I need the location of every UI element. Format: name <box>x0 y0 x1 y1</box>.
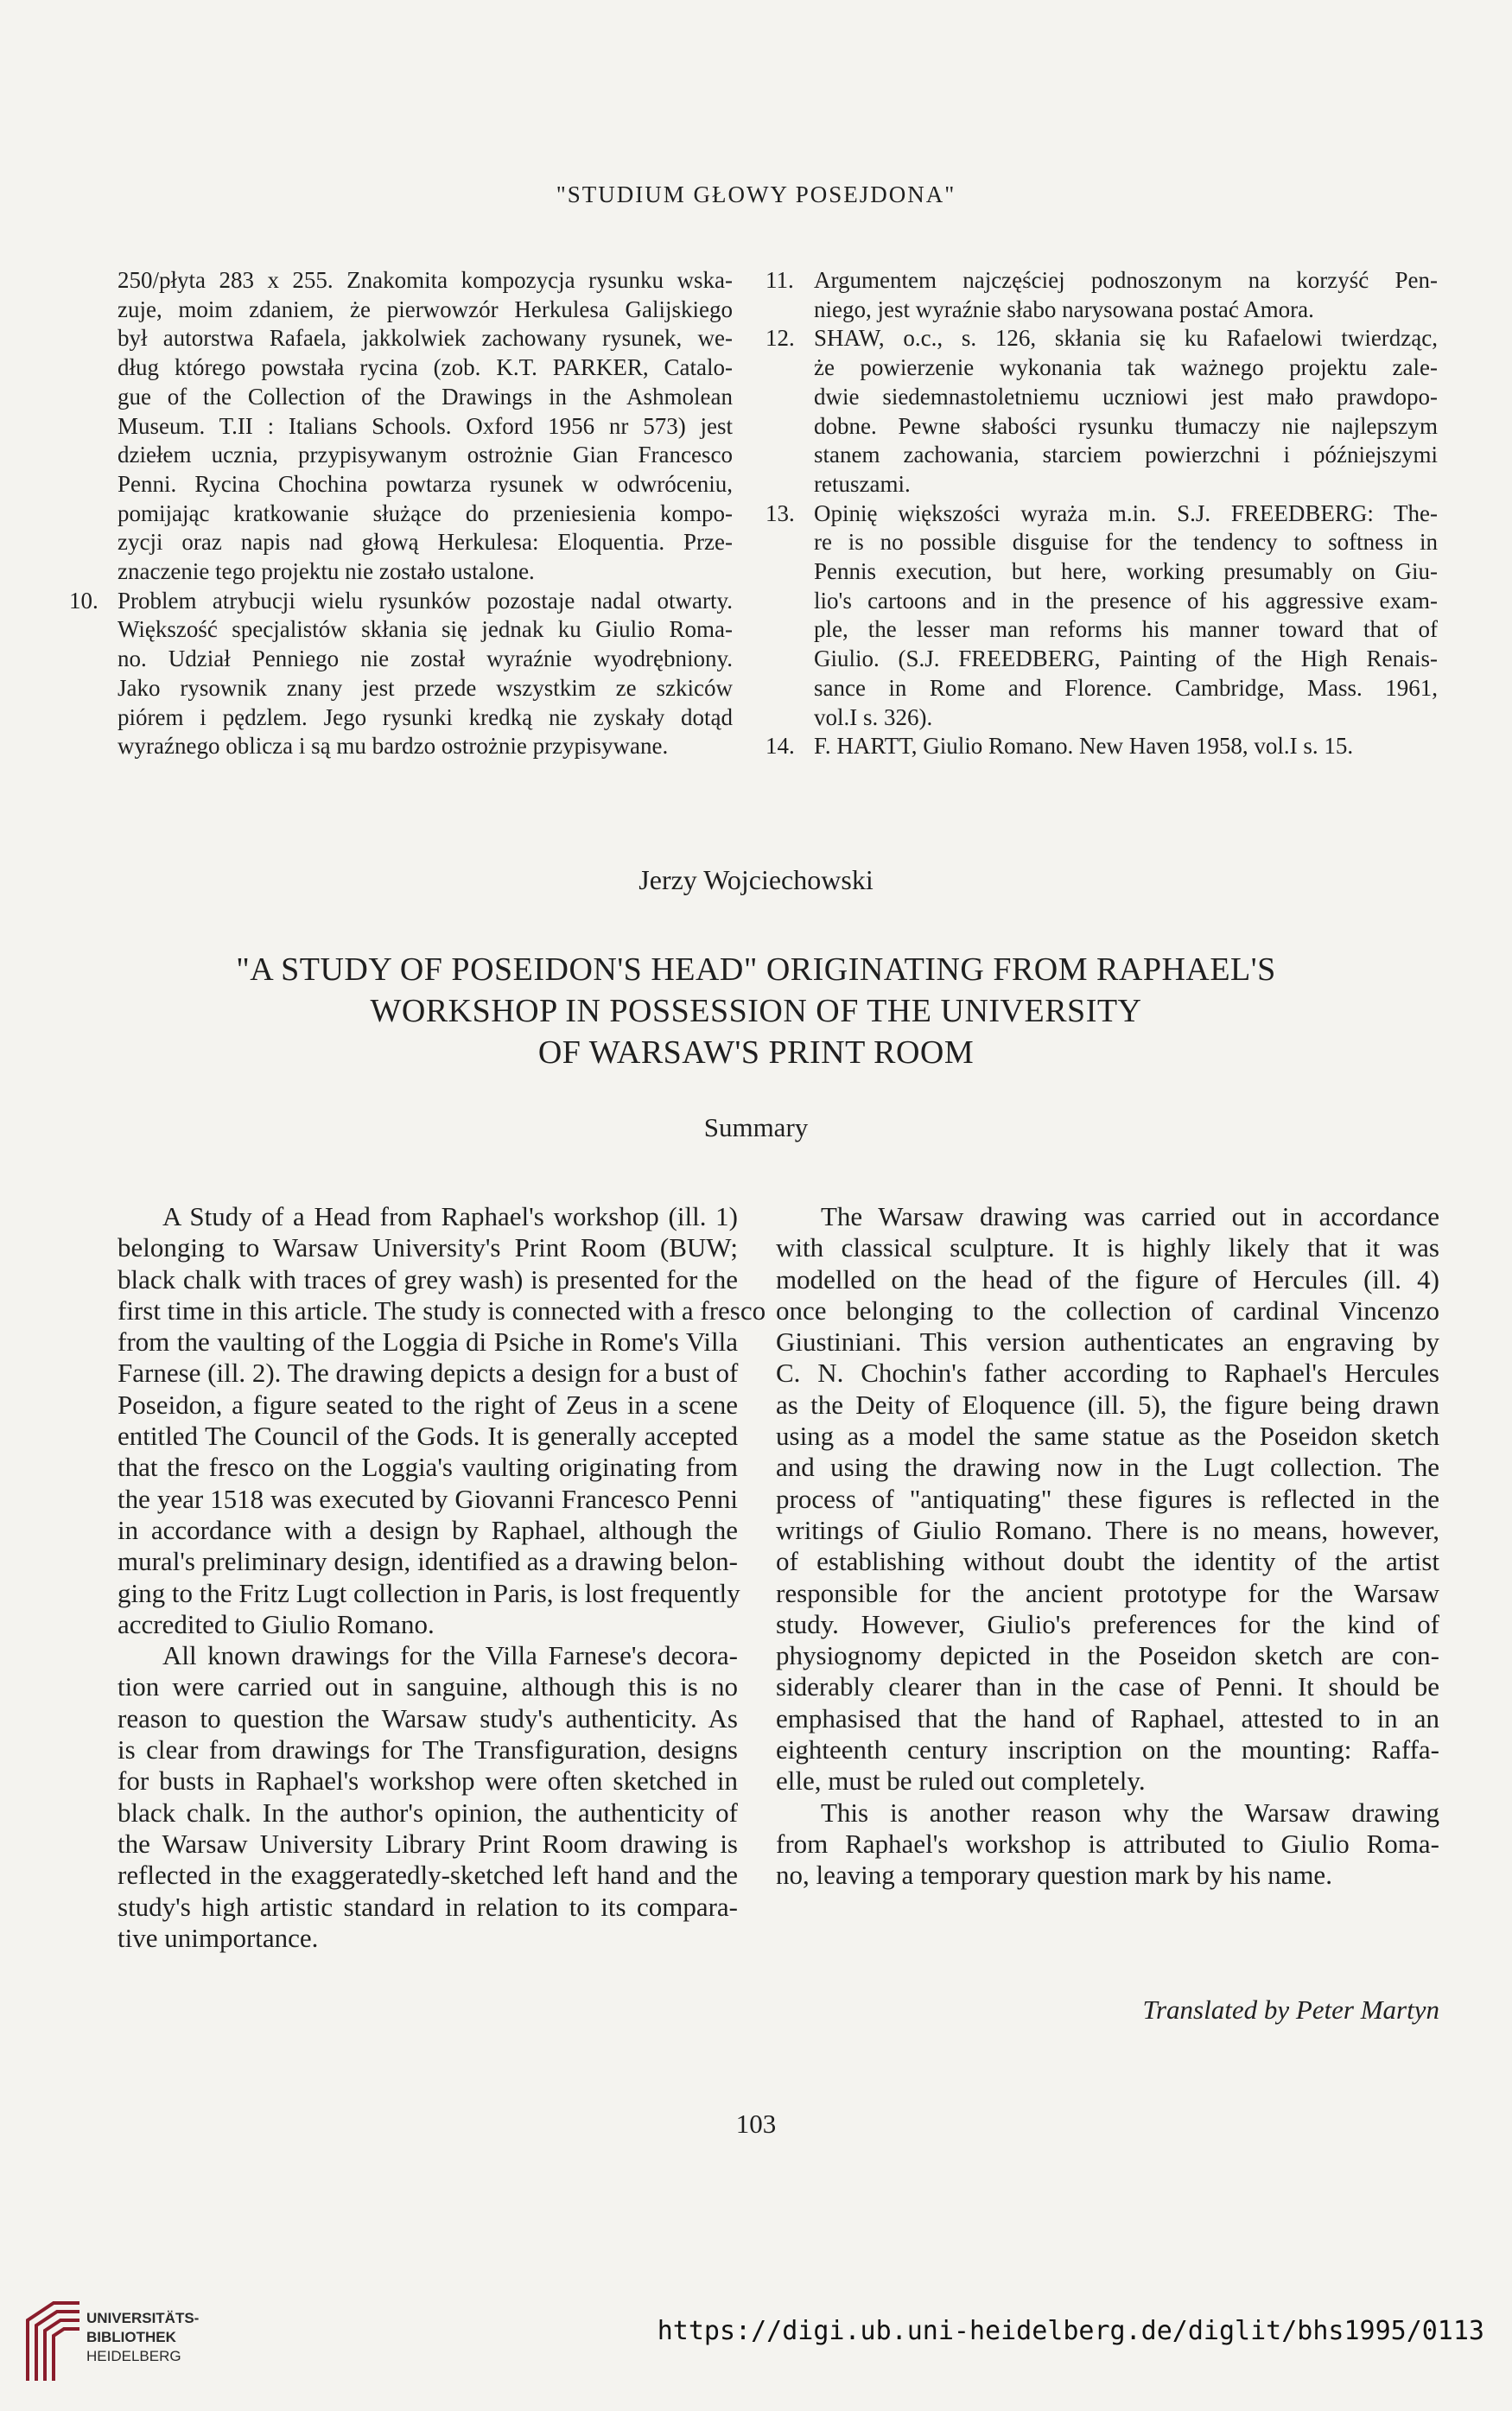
summary-column-left <box>118 1201 766 1954</box>
summary-heading: Summary <box>703 1112 809 1142</box>
text-line: from the vaulting of the Loggia di Psiche in Rome's Villa <box>118 1326 738 1358</box>
footnote-line: Problem atrybucji wielu rysunków pozostaje nadal otwarty. <box>118 587 733 614</box>
text-line: tion were carried out in sanguine, although this is no <box>118 1671 738 1702</box>
footnote-line: dobne. Pewne słabości rysunku tłumaczy nie najlepszym <box>814 412 1438 439</box>
translator-credit: Translated by Peter Martyn <box>1142 1994 1439 2025</box>
text-line: for busts in Raphael's workshop were often sketched in <box>118 1765 738 1797</box>
footnote-line: Museum. T.II : Italians Schools. Oxford 1956 nr 573) jest <box>118 412 733 439</box>
text-line: tive unimportance. <box>118 1922 319 1953</box>
footnote-line: SHAW, o.c., s. 126, skłania się ku Rafaelowi twierdząc, <box>814 325 1438 352</box>
author-name: Jerzy Wojciechowski <box>638 864 874 895</box>
text-line: and using the drawing now in the Lugt collection. The <box>776 1452 1439 1483</box>
paragraph <box>118 1640 738 1954</box>
summary-column-right <box>776 1201 1439 1892</box>
text-line: physiognomy depicted in the Poseidon sketch are con- <box>776 1640 1439 1671</box>
text-line: writings of Giulio Romano. There is no means, however, <box>776 1514 1439 1545</box>
text-line: The Warsaw drawing was carried out in accordance <box>821 1201 1439 1231</box>
footnote-line: był autorstwa Rafaela, jakkolwiek zachowany rysunek, we- <box>118 325 733 352</box>
text-line: process of "antiquating" these figures is reflected in the <box>776 1483 1439 1514</box>
text-line: Farnese (ill. 2). The drawing depicts a design for a bust of <box>118 1358 739 1389</box>
footnote-line: dziełem ucznia, przypisywanym ostrożnie Gian Francesco <box>118 442 733 468</box>
title-line: "A STUDY OF POSEIDON'S HEAD" ORIGINATING FROM RAPHAEL'S <box>236 951 1276 988</box>
footnote-number: 11. <box>766 267 794 293</box>
footnote-line: znaczenie tego projektu nie zostało ustalone. <box>118 558 535 585</box>
text-line: responsible for the ancient prototype for the Warsaw <box>776 1577 1439 1608</box>
text-line: C. N. Chochin's father according to Raphael's Hercules <box>776 1358 1439 1389</box>
text-line: in accordance with a design by Raphael, although the <box>118 1514 738 1545</box>
text-line: from Raphael's workshop is attributed to Giulio Roma- <box>776 1828 1439 1859</box>
footnote-line: F. HARTT, Giulio Romano. New Haven 1958, vol.I s. 15. <box>814 733 1354 760</box>
paragraph <box>118 1201 766 1640</box>
footnote-line: piórem i pędzlem. Jego rysunki kredką nie zyskały dotąd <box>118 703 733 730</box>
footnote-line: retuszami. <box>814 470 911 497</box>
library-name <box>86 2309 199 2366</box>
text-line: This is another reason why the Warsaw drawing <box>821 1797 1439 1828</box>
footnote-line: lio's cartoons and in the presence of his aggressive exam- <box>814 587 1438 614</box>
footnote-line: Większość specjalistów skłania się jednak ku Giulio Roma- <box>118 616 733 643</box>
text-line: is clear from drawings for The Transfiguration, designs <box>118 1734 738 1765</box>
footnote-line: pomijając kratkowanie służące do przeniesienia kompo- <box>118 499 733 526</box>
text-line: with classical sculpture. It is highly likely that it was <box>776 1232 1439 1263</box>
title-line: OF WARSAW'S PRINT ROOM <box>537 1034 975 1071</box>
text-line: Poseidon, a figure seated to the right of Zeus in a scene <box>118 1389 738 1420</box>
article-title <box>86 949 1426 1073</box>
footnote-line: 250/płyta 283 x 255. Znakomita kompozycja rysunku wska- <box>118 267 733 293</box>
footnote-line: zuje, moim zdaniem, że pierwowzór Herkulesa Galijskiego <box>118 296 733 322</box>
footnote-line: Penni. Rycina Chochina powtarza rysunek w odwróceniu, <box>118 470 733 497</box>
text-line: belonging to Warsaw University's Print Room (BUW; <box>118 1232 738 1263</box>
footnote-line: sance in Rome and Florence. Cambridge, Mass. 1961, <box>814 674 1438 701</box>
page-number: 103 <box>735 2109 777 2139</box>
footnotes-left <box>69 266 733 761</box>
text-line: A Study of a Head from Raphael's workshop (ill. 1) <box>162 1201 738 1231</box>
footnote-line: wyraźnego oblicza i są mu bardzo ostrożnie przypisywane. <box>118 733 669 760</box>
text-line: study's high artistic standard in relation to its compara- <box>118 1891 738 1922</box>
footnote-line: gue of the Collection of the Drawings in the Ashmolean <box>118 383 733 410</box>
footnote <box>766 732 1438 761</box>
text-line: ging to the Fritz Lugt collection in Paris, is lost frequently <box>118 1577 740 1608</box>
footnote-line: dwie siedemnastoletniemu uczniowi jest mało prawdopo- <box>814 383 1438 410</box>
footnote <box>766 266 1438 324</box>
text-line: entitled The Council of the Gods. It is generally accepted <box>118 1421 738 1452</box>
text-line: reflected in the exaggeratedly-sketched left hand and the <box>118 1860 738 1891</box>
source-url-link[interactable]: https://digi.ub.uni-heidelberg.de/diglit/bhs1995/0113 <box>657 2316 1484 2346</box>
footnote-line: że powierzenie wykonania tak ważnego projektu zale- <box>814 354 1438 381</box>
text-line: emphasised that the hand of Raphael, attested to in an <box>776 1702 1439 1734</box>
text-line: All known drawings for the Villa Farnese's decora- <box>162 1640 738 1671</box>
footnote-number: 14. <box>766 733 795 760</box>
text-line: modelled on the head of the figure of Hercules (ill. 4) <box>776 1263 1439 1295</box>
text-line: mural's preliminary design, identified as a drawing belon- <box>118 1546 738 1577</box>
footnote-line: Pennis execution, but here, working presumably on Giu- <box>814 558 1438 585</box>
library-name-line: HEIDELBERG <box>86 2348 181 2364</box>
text-line: of establishing without doubt the identity of the artist <box>776 1546 1439 1577</box>
text-line: that the fresco on the Loggia's vaulting originating from <box>118 1452 738 1483</box>
footnote-line: re is no possible disguise for the tendency to softness in <box>814 529 1438 556</box>
library-name-line: BIBLIOTHEK <box>86 2329 176 2345</box>
footnote-line: no. Udział Penniego nie został wyraźnie wyodrębniony. <box>118 646 733 672</box>
text-line: the year 1518 was executed by Giovanni Francesco Penni <box>118 1483 738 1514</box>
text-line: first time in this article. The study is connected with a fresco <box>118 1295 766 1326</box>
footnote-line: niego, jest wyraźnie słabo narysowana postać Amora. <box>814 296 1314 322</box>
text-line: the Warsaw University Library Print Room drawing is <box>118 1828 738 1859</box>
text-line: accredited to Giulio Romano. <box>118 1608 435 1639</box>
running-head: "STUDIUM GŁOWY POSEJDONA" <box>556 181 956 207</box>
text-line: using as a model the same statue as the Poseidon sketch <box>776 1421 1439 1452</box>
footnote-line: Opinię większości wyraża m.in. S.J. FREEDBERG: The- <box>814 499 1438 526</box>
title-line: WORKSHOP IN POSSESSION OF THE UNIVERSITY <box>370 993 1142 1029</box>
footnote-line: Argumentem najczęściej podnoszonym na korzyść Pen- <box>814 267 1438 293</box>
footnote-line: ple, the lesser man reforms his manner toward that of <box>814 616 1438 643</box>
text-line: study. However, Giulio's preferences for the kind of <box>776 1608 1439 1639</box>
text-line: once belonging to the collection of cardinal Vincenzo <box>776 1295 1439 1326</box>
footnote-number: 13. <box>766 499 795 526</box>
library-name-line: UNIVERSITÄTS- <box>86 2310 200 2326</box>
text-line: no, leaving a temporary question mark by his name. <box>776 1860 1332 1891</box>
paragraph <box>776 1201 1439 1797</box>
footnote-line: Jako rysownik znany jest przede wszystkim ze szkiców <box>118 674 733 701</box>
text-line: siderably clearer than in the case of Penni. It should be <box>776 1671 1439 1702</box>
footnote <box>69 587 733 761</box>
footnote-line: zycji oraz napis nad głową Herkulesa: Eloquentia. Prze- <box>118 529 733 556</box>
text-line: black chalk. In the author's opinion, the authenticity of <box>118 1797 738 1828</box>
footnote-number: 12. <box>766 325 795 352</box>
footnote-line: vol.I s. 326). <box>814 703 933 730</box>
text-line: reason to question the Warsaw study's authenticity. As <box>118 1702 738 1734</box>
footnote-line: dług którego powstała rycina (zob. K.T. PARKER, Catalo- <box>118 354 733 381</box>
footnote-number: 10. <box>69 587 98 614</box>
text-line: elle, must be ruled out completely. <box>776 1765 1146 1797</box>
footnotes-right <box>766 266 1438 761</box>
text-line: black chalk with traces of grey wash) is presented for the <box>118 1263 738 1295</box>
footnote <box>766 324 1438 499</box>
footnote-line: stanem zachowania, starciem powierzchni i późniejszymi <box>814 442 1438 468</box>
paragraph <box>776 1797 1439 1892</box>
text-line: as the Deity of Eloquence (ill. 5), the figure being drawn <box>776 1389 1439 1420</box>
text-line: eighteenth century inscription on the mounting: Raffa- <box>776 1734 1439 1765</box>
text-line: Giustiniani. This version authenticates an engraving by <box>776 1326 1439 1358</box>
footnote <box>766 499 1438 733</box>
footnote-line: Giulio. (S.J. FREEDBERG, Painting of the High Renais- <box>814 646 1438 672</box>
footnote <box>118 266 733 587</box>
